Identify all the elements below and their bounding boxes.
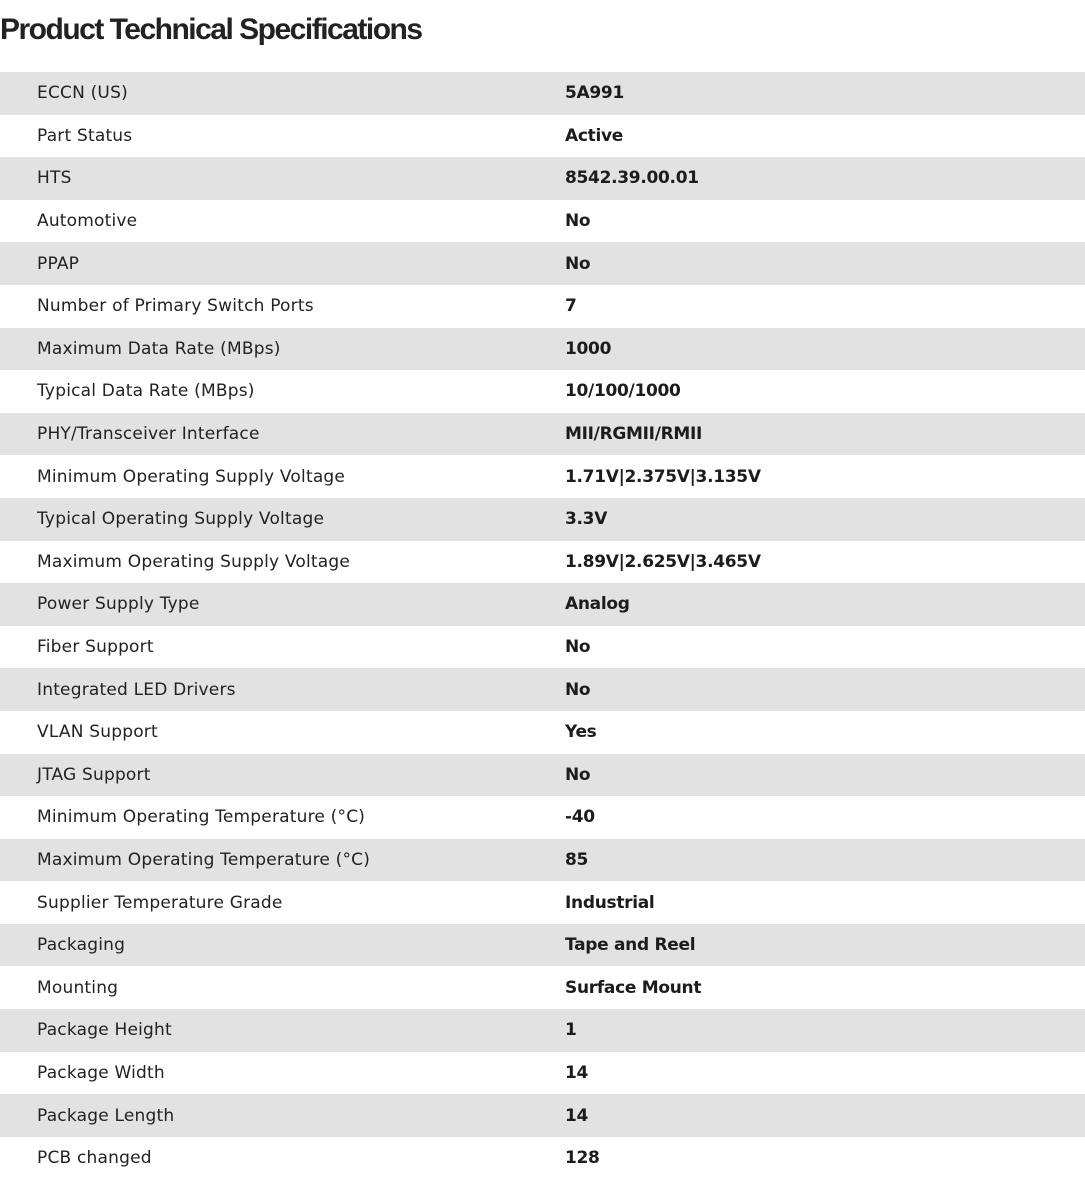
- spec-label: Packaging: [37, 935, 126, 956]
- spec-value: No: [565, 211, 591, 232]
- spec-label: Typical Data Rate (MBps): [37, 381, 255, 402]
- spec-value: No: [565, 679, 591, 700]
- table-row: [0, 370, 1085, 413]
- spec-value: No: [565, 253, 591, 274]
- spec-label: Number of Primary Switch Ports: [37, 296, 314, 317]
- spec-value: No: [565, 637, 591, 658]
- spec-label: Package Width: [37, 1062, 165, 1083]
- spec-label: PCB changed: [37, 1148, 152, 1169]
- spec-value: -40: [565, 807, 595, 828]
- spec-label: Package Length: [37, 1105, 175, 1126]
- table-row: [0, 242, 1085, 285]
- spec-label: Mounting: [37, 977, 119, 998]
- table-row: [0, 285, 1085, 328]
- spec-value: 8542.39.00.01: [565, 168, 699, 189]
- spec-label: HTS: [37, 168, 72, 189]
- spec-label: Automotive: [37, 211, 138, 232]
- table-row: [0, 668, 1085, 711]
- spec-label: Integrated LED Drivers: [37, 679, 236, 700]
- table-row: [0, 1137, 1085, 1179]
- spec-value: Active: [565, 125, 623, 146]
- spec-value: Analog: [565, 594, 630, 615]
- spec-label: Part Status: [37, 125, 133, 146]
- spec-label: PPAP: [37, 253, 80, 274]
- spec-value: 1: [565, 1020, 577, 1041]
- table-row: [0, 1009, 1085, 1052]
- spec-label: Maximum Data Rate (MBps): [37, 338, 281, 359]
- spec-label: JTAG Support: [37, 764, 151, 785]
- spec-value: Tape and Reel: [565, 935, 696, 956]
- table-row: [0, 1094, 1085, 1137]
- spec-value: Industrial: [565, 892, 655, 913]
- spec-value: 1000: [565, 338, 612, 359]
- spec-table: [0, 72, 1085, 1179]
- spec-value: 1.89V|2.625V|3.465V: [565, 551, 761, 572]
- table-row: [0, 754, 1085, 797]
- spec-label: ECCN (US): [37, 83, 128, 104]
- table-row: [0, 115, 1085, 158]
- spec-value: Surface Mount: [565, 977, 702, 998]
- table-row: [0, 455, 1085, 498]
- table-row: [0, 583, 1085, 626]
- table-row: [0, 1052, 1085, 1095]
- spec-value: 128: [565, 1148, 600, 1169]
- spec-value: MII/RGMII/RMII: [565, 424, 703, 445]
- spec-value: 10/100/1000: [565, 381, 681, 402]
- spec-label: Typical Operating Supply Voltage: [37, 509, 325, 530]
- table-row: [0, 498, 1085, 541]
- spec-label: Supplier Temperature Grade: [37, 892, 283, 913]
- table-row: [0, 541, 1085, 584]
- spec-label: Maximum Operating Supply Voltage: [37, 551, 351, 572]
- table-row: [0, 157, 1085, 200]
- spec-value: 1.71V|2.375V|3.135V: [565, 466, 761, 487]
- spec-label: Maximum Operating Temperature (°C): [37, 849, 371, 870]
- spec-value: 14: [565, 1062, 589, 1083]
- spec-value: 3.3V: [565, 509, 608, 530]
- spec-value: 85: [565, 849, 589, 870]
- spec-label: VLAN Support: [37, 722, 158, 743]
- table-row: [0, 626, 1085, 669]
- table-row: [0, 413, 1085, 456]
- spec-label: Minimum Operating Supply Voltage: [37, 466, 346, 487]
- page-title: Product Technical Specifications: [0, 13, 422, 46]
- spec-value: Yes: [565, 722, 597, 743]
- spec-label: Power Supply Type: [37, 594, 200, 615]
- table-row: [0, 328, 1085, 371]
- spec-value: 7: [565, 296, 577, 317]
- table-row: [0, 796, 1085, 839]
- spec-label: Minimum Operating Temperature (°C): [37, 807, 366, 828]
- table-row: [0, 200, 1085, 243]
- table-row: [0, 881, 1085, 924]
- spec-label: Fiber Support: [37, 637, 154, 658]
- table-row: [0, 839, 1085, 882]
- spec-value: 14: [565, 1105, 589, 1126]
- table-row: [0, 966, 1085, 1009]
- spec-value: No: [565, 764, 591, 785]
- table-row: [0, 72, 1085, 115]
- spec-label: PHY/Transceiver Interface: [37, 424, 260, 445]
- table-row: [0, 924, 1085, 967]
- table-row: [0, 711, 1085, 754]
- spec-label: Package Height: [37, 1020, 172, 1041]
- spec-value: 5A991: [565, 83, 624, 104]
